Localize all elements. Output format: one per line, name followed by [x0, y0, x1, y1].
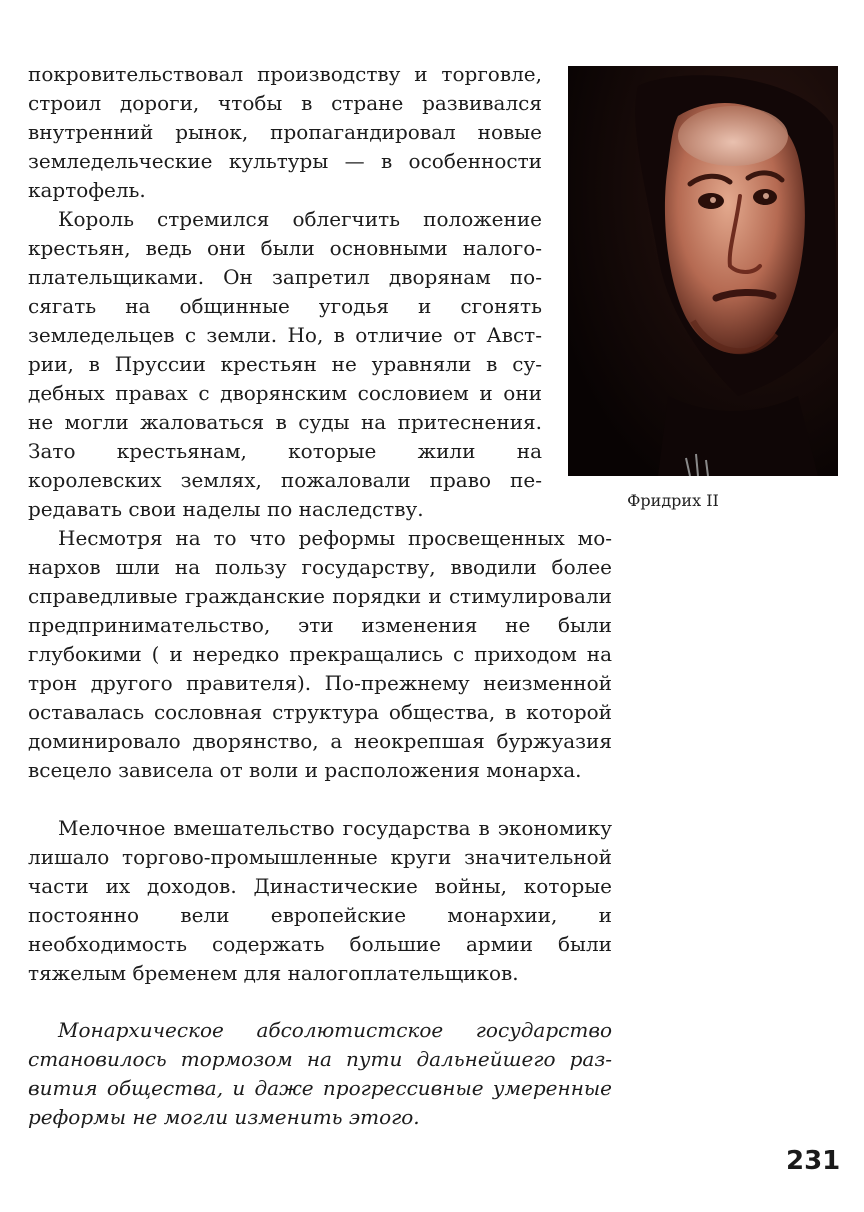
- portrait-painting: [568, 66, 838, 476]
- portrait-caption: Фридрих II: [627, 491, 719, 510]
- paragraph-4: Мелочное вмешательство государства в экономику лишало торгово-промышленные круги значительной части их доходов. Династические войны, которые постоянно вели европейские монархии, и необходимость содержать большие армии были тяжелым бременем для налогоплательщиков.: [28, 816, 612, 985]
- portrait-image: [568, 66, 838, 476]
- paragraph-5-conclusion: Монархическое абсолютистское государство становилось тормозом на пути дальнейшего развития общества, и даже прогрессивные умеренные реформы не могли изменить этого.: [28, 1018, 612, 1129]
- paragraph-1: покровительствовал производству и торговле, строил дороги, чтобы в стране развивался внутренний рынок, пропагандировал новые земледельческие культуры — в особенности картофель.: [28, 62, 542, 202]
- paragraph-3: Несмотря на то что реформы просвещенных монархов шли на пользу государству, вводили более справедливые гражданские порядки и стимулировали предпринимательство, эти изменения не были глубокими ( и нередко прекращались с приходом на трон другого правителя). По-прежнему неизменной оставалась сословная структура общества, в которой доминировало дворянство, а неокрепшая буржуазия всецело зависела от воли и расположения монарха.: [28, 526, 612, 782]
- page-number: 231: [786, 1146, 841, 1176]
- paragraph-2: Король стремился облегчить положение крестьян, ведь они были основными налогоплательщиками. Он запретил дворянам посягать на общинные угодья и сгонять земледельцев с земли. Но, в отличие от Австрии, в Пруссии крестьян не уравняли в судебных правах с дворянским сословием и они не могли жаловаться в суды на притеснения. Зато крестьянам, которые жили на королевских землях, пожаловали право передавать свои наделы по наследству.: [28, 207, 542, 521]
